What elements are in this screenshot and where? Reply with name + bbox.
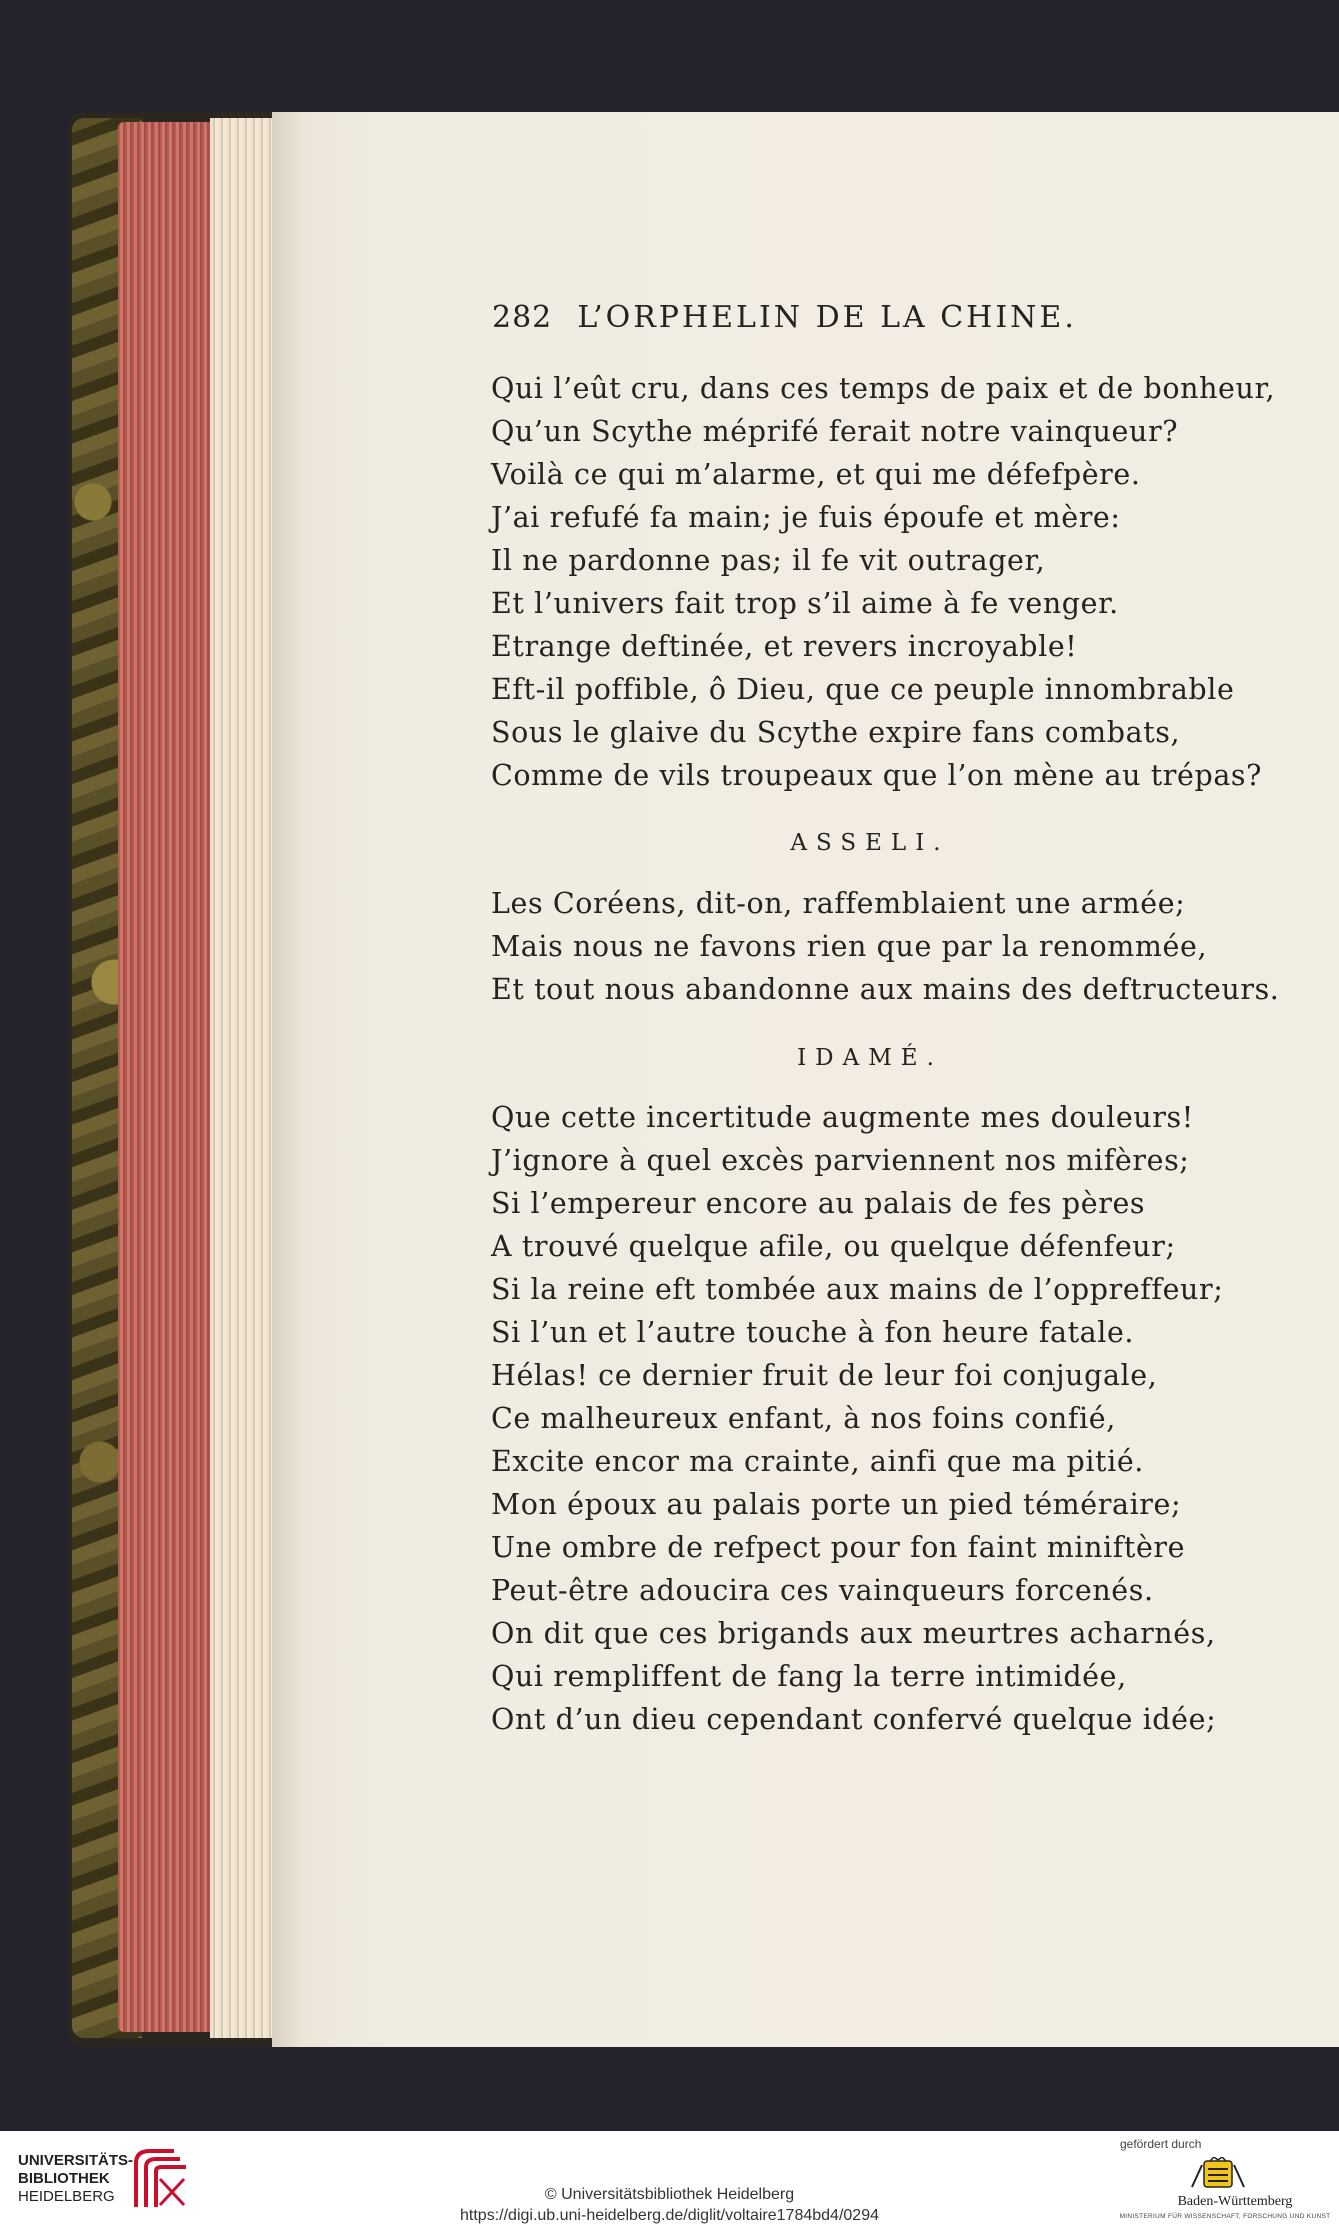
verse-line: Hélas! ce dernier fruit de leur foi conjugale, (491, 1359, 1158, 1392)
verse-line: Ce malheureux enfant, à nos foins confié, (491, 1402, 1116, 1435)
verse-line: Et tout nous abandonne aux mains des deftructeurs. (491, 973, 1280, 1006)
verse-line: Qu’un Scythe méprifé ferait notre vainqueur? (491, 415, 1179, 448)
speaker-name: IDAMÉ. (797, 1045, 943, 1071)
verse-line: Si l’empereur encore au palais de fes pères (491, 1187, 1146, 1220)
permalink[interactable]: https://digi.ub.uni-heidelberg.de/diglit/voltaire1784bd4/0294 (460, 2207, 879, 2224)
speaker-name: ASSELI. (790, 830, 950, 856)
verse-line: Peut-être adoucira ces vainqueurs forcenés. (491, 1574, 1154, 1607)
verse-line: Les Coréens, dit-on, raffemblaient une armée; (491, 887, 1186, 920)
verse-line: J’ignore à quel excès parviennent nos mifères; (491, 1144, 1190, 1177)
library-logo-line: BIBLIOTHEK (18, 2170, 110, 2187)
verse-line: Si la reine eft tombée aux mains de l’oppreffeur; (491, 1273, 1224, 1306)
copyright-notice: © Universitätsbibliothek Heidelberg (544, 2186, 795, 2203)
verse-line: Eft-il poffible, ô Dieu, que ce peuple innombrable (491, 673, 1235, 706)
funder-name: Baden-Württemberg (1177, 2194, 1293, 2209)
state-crest-icon (1190, 2157, 1246, 2191)
verse-line: Mais nous ne favons rien que par la renommée, (491, 930, 1208, 963)
verse-line: Une ombre de refpect pour fon faint miniftère (491, 1531, 1186, 1564)
verse-line: Il ne pardonne pas; il fe vit outrager, (491, 544, 1046, 577)
funded-by-label: gefördert durch (1120, 2137, 1202, 2151)
library-logo-line: HEIDELBERG (18, 2188, 115, 2205)
verse-line: Mon époux au palais porte un pied téméraire; (491, 1488, 1182, 1521)
verse-block-1 (491, 367, 1291, 797)
verse-line: Sous le glaive du Scythe expire fans combats, (491, 716, 1181, 749)
library-logo-line: UNIVERSITÄTS- (18, 2152, 134, 2169)
verse-block-3 (491, 1096, 1291, 1741)
verse-line: Voilà ce qui m’alarme, et qui me défefpère. (491, 458, 1141, 491)
running-title: L’ORPHELIN DE LA CHINE. (577, 300, 1077, 335)
verse-line: A trouvé quelque afile, ou quelque défenfeur; (491, 1230, 1176, 1263)
page-number: 282 (492, 300, 553, 335)
verse-line: Que cette incertitude augmente mes douleurs! (491, 1101, 1194, 1134)
viewer-footer (0, 2131, 1339, 2229)
verse-line: Si l’un et l’autre touche à fon heure fatale. (491, 1316, 1135, 1349)
verse-line: Comme de vils troupeaux que l’on mène au trépas? (491, 759, 1263, 792)
verse-block-2 (491, 882, 1291, 1011)
verse-line: On dit que ces brigands aux meurtres acharnés, (491, 1617, 1216, 1650)
verse-line: Etrange deftinée, et revers incroyable! (491, 630, 1078, 663)
running-head (492, 300, 1252, 344)
verse-line: J’ai refufé fa main; je fuis époufe et mère: (491, 501, 1121, 534)
verse-line: Qui l’eût cru, dans ces temps de paix et de bonheur, (491, 372, 1276, 405)
verse-line: Ont d’un dieu cependant confervé quelque idée; (491, 1703, 1217, 1736)
verse-line: Qui rempliffent de fang la terre intimidée, (491, 1660, 1127, 1693)
verse-line: Et l’univers fait trop s’il aime à fe venger. (491, 587, 1119, 620)
verse-line: Excite encor ma crainte, ainfi que ma pitié. (491, 1445, 1144, 1478)
funder-ministry: MINISTERIUM FÜR WISSENSCHAFT, FORSCHUNG UND KUNST (1119, 2213, 1331, 2220)
page-stack (210, 118, 272, 2038)
